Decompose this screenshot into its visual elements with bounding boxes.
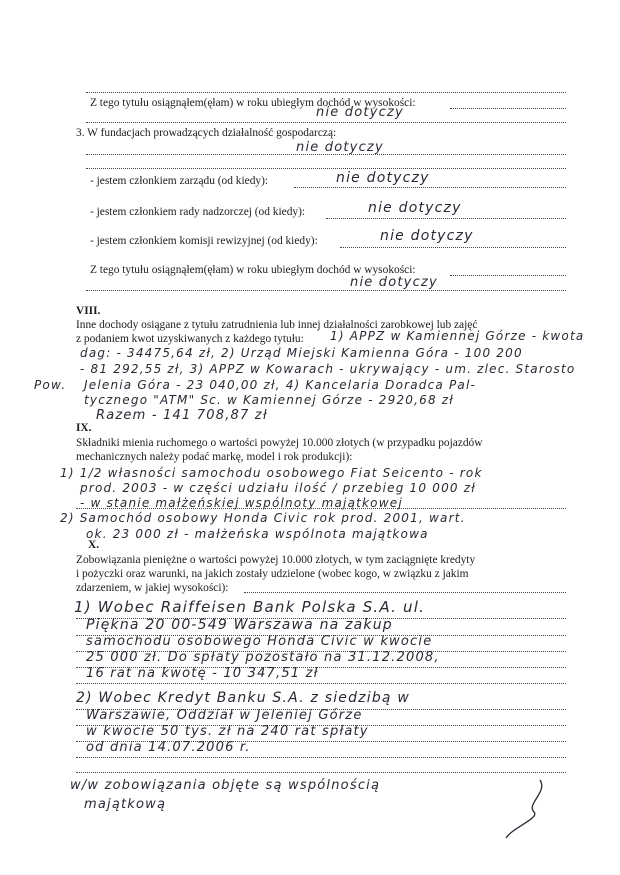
handwritten-not-applicable: nie dotyczy (316, 105, 404, 120)
board-member-label: - jestem członkiem zarządu (od kiedy): (90, 175, 269, 187)
foundations-item-label: 3. W fundacjach prowadzących działalność gospodarczą: (76, 127, 337, 139)
handwritten-liability: w kwocie 50 tys. zł na 240 rat spłaty (86, 724, 369, 739)
handwritten-other-income: dag: - 34475,64 zł, 2) Urząd Miejski Kamienna Góra - 100 200 (80, 346, 523, 360)
dotted-line (76, 683, 566, 684)
income-previous-year-label: Z tego tytułu osiągnąłem(ęłam) w roku ubiegłym dochód w wysokości: (90, 97, 416, 109)
handwritten-movable-property: 1) 1/2 własności samochodu osobowego Fiat Seicento - rok (60, 466, 483, 480)
handwritten-other-income: 1) APPZ w Kamiennej Górze - kwota (330, 329, 585, 343)
income-previous-year-label: Z tego tytułu osiągnąłem(ęłam) w roku ubiegłym dochód w wysokości: (90, 264, 416, 276)
handwritten-other-income-total: Razem - 141 708,87 zł (96, 408, 268, 423)
dotted-line (86, 168, 566, 169)
dotted-line (340, 247, 566, 248)
handwritten-not-applicable: nie dotyczy (296, 140, 384, 155)
handwritten-liability: 16 rat na kwotę - 10 347,51 zł (86, 666, 319, 681)
handwritten-liability: Warszawie, Oddział w Jeleniej Górze (86, 708, 363, 723)
handwritten-other-income: tycznego "ATM" Sc. w Kamiennej Górze - 2920,68 zł (84, 393, 454, 407)
supervisory-board-label: - jestem członkiem rady nadzorczej (od kiedy): (90, 206, 306, 218)
section-9-heading: IX. (76, 422, 92, 434)
handwritten-liability: 1) Wobec Raiffeisen Bank Polska S.A. ul. (74, 598, 426, 616)
handwritten-movable-property: ok. 23 000 zł - małżeńska wspólnota majątkowa (86, 527, 429, 541)
handwritten-liability: Piękna 20 00-549 Warszawa na zakup (86, 617, 393, 633)
handwritten-liability: 2) Wobec Kredyt Banku S.A. z siedzibą w (76, 690, 410, 706)
handwritten-not-applicable: nie dotyczy (368, 200, 462, 216)
dotted-line (76, 508, 566, 509)
dotted-line (86, 154, 566, 155)
dotted-line (450, 275, 566, 276)
section-8-description: Inne dochody osiągane z tytułu zatrudnienia lub innej działalności zarobkowej lub zajęć (76, 319, 478, 331)
dotted-line (86, 122, 566, 123)
section-10-heading: X. (88, 539, 100, 551)
handwritten-movable-property: 2) Samochód osobowy Honda Civic rok prod. 2001, wart. (60, 511, 466, 525)
handwritten-not-applicable: nie dotyczy (380, 228, 474, 244)
handwritten-movable-property: - w stanie małżeńskiej wspólnoty majątkowej (80, 496, 403, 510)
dotted-line (326, 218, 566, 219)
handwritten-joint-property-note: majątkową (84, 797, 167, 812)
handwritten-liability: 25 000 zł. Do spłaty pozostało na 31.12.2008, (86, 650, 440, 665)
audit-committee-label: - jestem członkiem komisji rewizyjnej (od kiedy): (90, 235, 318, 247)
dotted-line (294, 187, 566, 188)
handwritten-liability: samochodu osobowego Honda Civic w kwocie (86, 634, 433, 649)
section-9-description: mechanicznych należy podać markę, model i rok produkcji): (76, 451, 353, 463)
handwritten-other-income: - 81 292,55 zł, 3) APPZ w Kowarach - ukrywający - um. zlec. Starosto (80, 362, 576, 376)
dotted-line (244, 592, 566, 593)
handwritten-not-applicable: nie dotyczy (336, 170, 430, 186)
dotted-line (76, 757, 566, 758)
handwritten-other-income: Jelenia Góra - 23 040,00 zł, 4) Kancelaria Doradca Pal- (84, 378, 477, 392)
dotted-line (86, 290, 566, 291)
section-8-description: z podaniem kwot uzyskiwanych z każdego tytułu: (76, 333, 304, 345)
section-10-description: i pożyczki oraz warunki, na jakich zostały udzielone (wobec kogo, w związku z jakim (76, 568, 469, 580)
handwritten-movable-property: prod. 2003 - w części udziału ilość / przebieg 10 000 zł (80, 481, 476, 495)
section-8-heading: VIII. (76, 305, 101, 317)
handwritten-other-income: Pow. (34, 378, 67, 392)
section-10-description: Zobowiązania pieniężne o wartości powyżej 10.000 złotych, w tym zaciągnięte kredyty (76, 554, 476, 566)
dotted-line (76, 772, 566, 773)
section-9-description: Składniki mienia ruchomego o wartości powyżej 10.000 złotych (w przypadku pojazdów (76, 437, 483, 449)
handwritten-joint-property-note: w/w zobowiązania objęte są wspólnością (70, 778, 381, 793)
handwritten-liability: od dnia 14.07.2006 r. (86, 740, 251, 755)
handwritten-not-applicable: nie dotyczy (350, 275, 438, 290)
dotted-line (86, 92, 566, 93)
dotted-line (450, 108, 566, 109)
section-10-description: zdarzeniem, w jakiej wysokości): (76, 582, 229, 594)
